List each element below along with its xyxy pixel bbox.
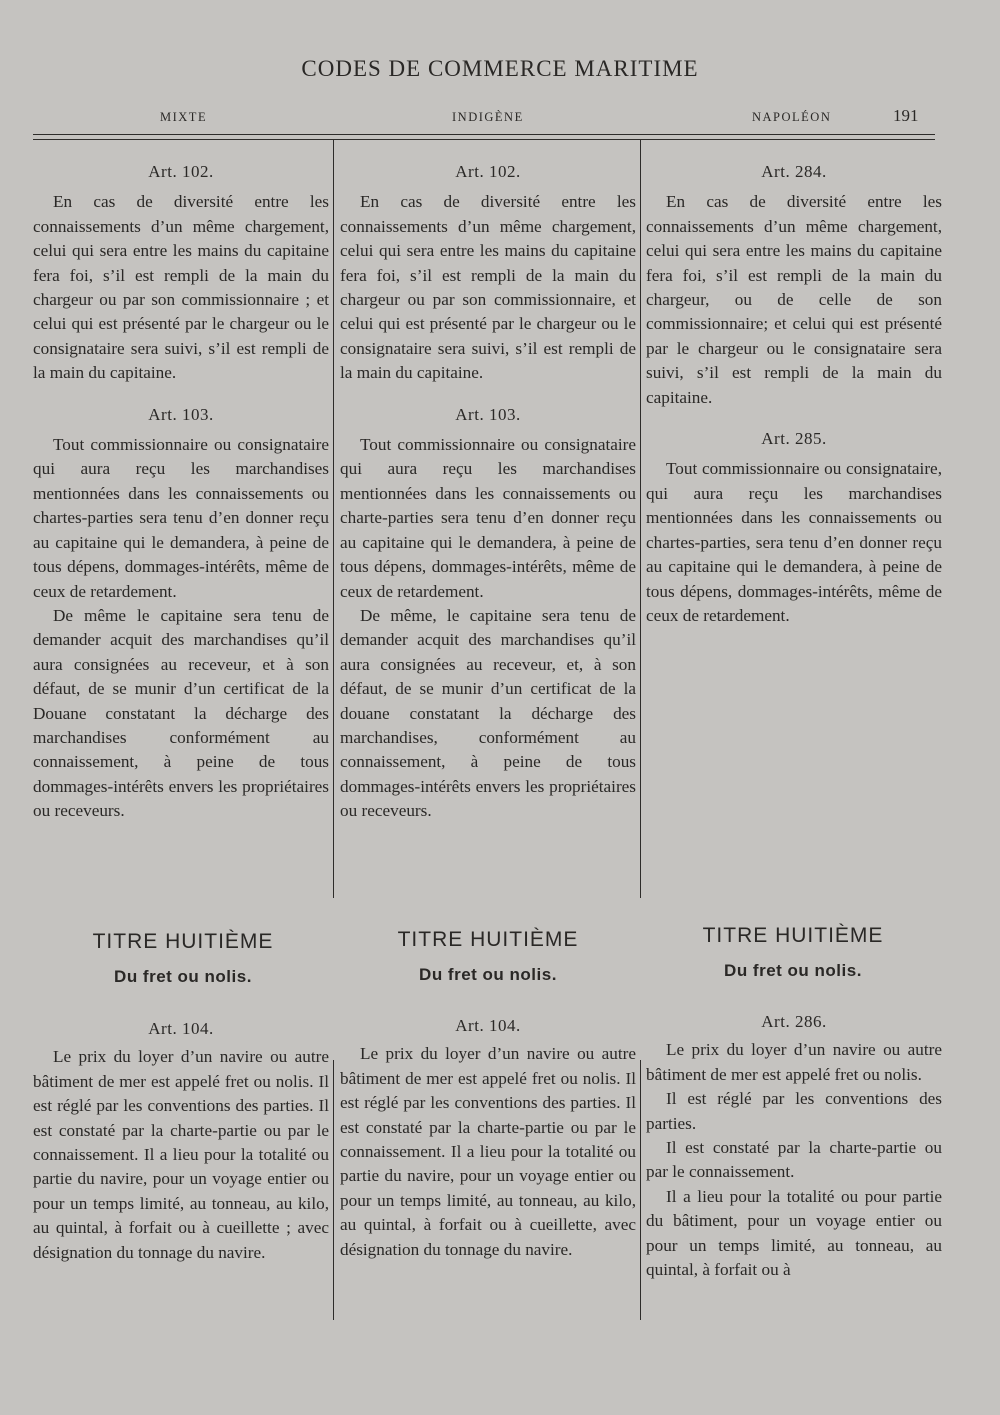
titre-heading-indigene: [338, 928, 638, 985]
article-text: En cas de diversité entre les connaissements d’un même chargement, celui qui sera entre les mains du capitaine fera foi, s’il est rempli de la main du chargeur, ou de celle de son commissionnaire; et celui qui est présenté par le chargeur ou le consignataire sera suivi, s’il est rempli de la main du capitaine.: [646, 192, 942, 407]
article-text: En cas de diversité entre les connaissements d’un même chargement, celui qui sera entre les mains du capitaine fera foi, s’il est rempli de la main du chargeur ou par son commissionnaire, et celui qui est présenté par le chargeur ou le consignataire sera suivi, s’il est rempli de la main du capitaine.: [340, 192, 636, 383]
titre-heading-mixte: [33, 930, 333, 987]
column-napoleon-top: [646, 160, 942, 628]
column-header-indigene: INDIGÈNE: [452, 110, 524, 124]
column-napoleon-bottom: [646, 1010, 942, 1282]
article-text: Tout commissionnaire ou consignataire qui aura reçu les marchandises mentionnées dans les connaissements ou chartes-parties sera tenu d’en donner reçu au capitaine qui le demandera, à peine de tous dépens, dommages-intérêts, même de ceux de retardement.: [33, 435, 329, 601]
titre-subtitle: Du fret ou nolis.: [114, 967, 252, 986]
article-text: De même le capitaine sera tenu de demander acquit des marchandises qu’il aura consignées au receveur, et à son défaut, de se munir d’un certificat de la Douane constatant la décharge des marchandises conformément au connaissement, à peine de tous dommages-intérêts envers les propriétaires ou receveurs.: [33, 605, 329, 821]
titre-title: TITRE HUITIÈME: [397, 928, 579, 951]
article-heading: Art. 284.: [761, 162, 827, 181]
column-divider-2: [640, 140, 641, 898]
column-divider-4: [640, 1060, 641, 1320]
header-rule-top: [33, 134, 935, 135]
article-heading: Art. 104.: [455, 1016, 521, 1035]
article-heading: Art. 102.: [455, 162, 521, 181]
column-header-napoleon: NAPOLÉON: [752, 110, 832, 124]
header-rule-bottom: [33, 139, 935, 140]
article-heading: Art. 104.: [148, 1019, 214, 1038]
titre-heading-napoleon: [643, 924, 943, 981]
article-heading: Art. 286.: [761, 1012, 827, 1031]
column-divider-3: [333, 1060, 334, 1320]
titre-title: TITRE HUITIÈME: [702, 924, 884, 947]
article-text: Le prix du loyer d’un navire ou autre bâtiment de mer est appelé fret ou nolis.: [646, 1040, 942, 1084]
page-title: CODES DE COMMERCE MARITIME: [301, 56, 699, 81]
column-divider-1: [333, 140, 334, 898]
column-indigene-bottom: [340, 1014, 636, 1262]
column-mixte-bottom: [33, 1017, 329, 1265]
article-text: Il est constaté par la charte-partie ou par le connaissement.: [646, 1138, 942, 1182]
article-heading: Art. 103.: [455, 404, 521, 424]
titre-title: TITRE HUITIÈME: [92, 930, 274, 953]
article-heading: Art. 285.: [761, 429, 827, 449]
article-text: Le prix du loyer d’un navire ou autre bâtiment de mer est appelé fret ou nolis. Il est réglé par les conventions des parties. Il est constaté par la charte-partie ou par le connaissement. Il a lieu pour la totalité ou partie du navire, pour un voyage entier ou pour un temps limité, au tonneau, au kilo, au quintal, à forfait ou à cueillette, avec désignation du tonnage du navire.: [340, 1044, 636, 1259]
article-text: Le prix du loyer d’un navire ou autre bâtiment de mer est appelé fret ou nolis. Il est réglé par les conventions des parties. Il est constaté par la charte-partie ou par le connaissement. Il a lieu pour la totalité ou partie du navire, pour un voyage entier ou pour un temps limité, au tonneau, au kilo, au quintal, à forfait ou à cueillette ; avec désignation du tonnage du navire.: [33, 1047, 329, 1262]
column-mixte-top: [33, 160, 329, 824]
article-text: Il a lieu pour la totalité ou pour partie du bâtiment, pour un voyage entier ou pour un temps limité, au tonneau, au quintal, à forfait ou à: [646, 1186, 942, 1280]
article-heading: Art. 102.: [148, 162, 214, 181]
article-text: Tout commissionnaire ou consignataire, qui aura reçu les marchandises mentionnées dans les connaissements ou chartes-parties, sera tenu d’en donner reçu au capitaine qui le demandera, à peine de tous dépens, dommages-intérêts, même de ceux de retardement.: [646, 459, 942, 625]
titre-subtitle: Du fret ou nolis.: [419, 965, 557, 984]
titre-subtitle: Du fret ou nolis.: [724, 961, 862, 980]
column-header-mixte: MIXTE: [160, 110, 208, 124]
article-text: Il est réglé par les conventions des parties.: [646, 1089, 942, 1133]
column-indigene-top: [340, 160, 636, 824]
article-text: Tout commissionnaire ou consignataire qui aura reçu les marchandises mentionnées dans les connaissements ou charte-parties sera tenu d’en donner reçu au capitaine qui le demandera, à peine de tous dépens, dommages-intérêts, même de ceux de retardement.: [340, 435, 636, 601]
page-number: 191: [893, 106, 919, 125]
article-text: En cas de diversité entre les connaissements d’un même chargement, celui qui sera entre les mains du capitaine fera foi, s’il est rempli de la main du chargeur ou par son commissionnaire ; et celui qui est présenté par le chargeur ou le consignataire sera suivi, s’il est rempli de la main du capitaine.: [33, 192, 329, 383]
article-text: De même, le capitaine sera tenu de demander acquit des marchandises qu’il aura consignées au receveur, et, à son défaut, de se munir d’un certificat de la douane constatant la décharge des marchandises, conformément au connaissement, à peine de tous dommages-intérêts envers les propriétaires ou receveurs.: [340, 605, 636, 821]
article-heading: Art. 103.: [148, 404, 214, 424]
